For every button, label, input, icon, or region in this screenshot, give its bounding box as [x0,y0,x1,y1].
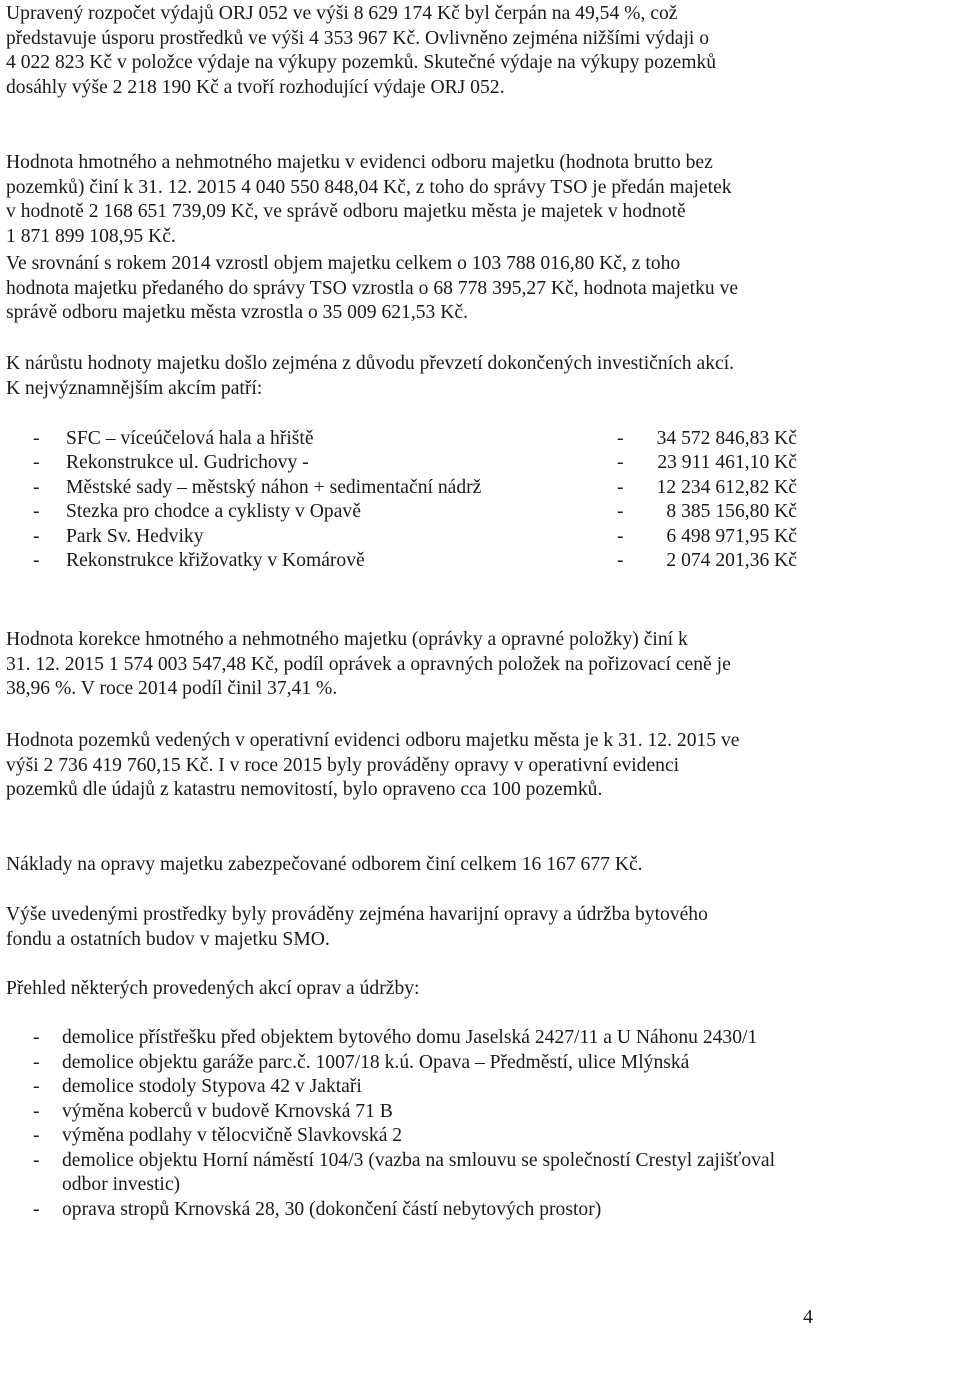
list-dash: - [33,1149,40,1171]
paragraph-repair-costs [6,853,824,878]
investment-amount: 6 498 971,95 Kč [666,525,797,547]
text-line: Hodnota hmotného a nehmotného majetku v evidenci odboru majetku (hodnota brutto bez [6,152,713,173]
paragraph-asset-value [6,151,824,249]
text-line: v hodnotě 2 168 651 739,09 Kč, ve správě odboru majetku města je majetek v hodnotě [6,201,686,222]
list-item [0,427,960,451]
list-dash: - [617,476,624,498]
paragraph-repair-funds [6,903,824,952]
page-number: 4 [803,1306,813,1328]
investment-name: Městské sady – městský náhon + sedimentační nádrž [66,476,482,498]
investment-name: Park Sv. Hedviky [66,525,204,547]
list-dash: - [33,428,40,449]
text-line: 31. 12. 2015 1 574 003 547,48 Kč, podíl oprávek a opravných položek na pořizovací ceně je [6,653,731,675]
paragraph-repairs-overview [6,977,824,1002]
list-dash: - [33,1027,40,1048]
investment-amount: 23 911 461,10 Kč [657,452,797,474]
investment-amount: 2 074 201,36 Kč [666,549,797,571]
list-dash: - [33,1100,40,1122]
text-line: Náklady na opravy majetku zabezpečované odborem činí celkem 16 167 677 Kč. [6,854,643,875]
list-dash: - [33,525,40,547]
list-dash: - [617,501,624,523]
text-line: hodnota majetku předaného do správy TSO vzrostla o 68 778 395,27 Kč, hodnota majetku ve [6,277,739,299]
list-item [0,451,960,475]
text-line: pozemků) činí k 31. 12. 2015 4 040 550 848,04 Kč, z toho do správy TSO je předán majetek [6,176,732,198]
list-dash: - [617,428,624,449]
list-dash: - [33,1198,40,1220]
repair-item: demolice stodoly Stypova 42 v Jaktaři [62,1076,362,1097]
text-line: dosáhly výše 2 218 190 Kč a tvoří rozhodující výdaje ORJ 052. [6,76,505,98]
paragraph-correction [6,628,824,702]
text-line: Přehled některých provedených akcí oprav a údržby: [6,978,420,999]
investment-name: Rekonstrukce křižovatky v Komárově [66,549,365,571]
list-dash: - [33,476,40,498]
repair-item: výměna koberců v budově Krnovská 71 B [62,1100,393,1122]
text-line: správě odboru majetku města vzrostla o 35 009 621,53 Kč. [6,302,468,323]
text-line: výši 2 736 419 760,15 Kč. I v roce 2015 byly prováděny opravy v operativní evidenci [6,754,680,776]
list-item [0,1051,960,1076]
text-line: K nejvýznamnějším akcím patří: [6,377,263,399]
repair-item: demolice objektu garáže parc.č. 1007/18 k.ú. Opava – Předměstí, ulice Mlýnská [62,1051,690,1073]
list-dash: - [33,1076,40,1097]
text-line: fondu a ostatních budov v majetku SMO. [6,928,330,950]
list-dash: - [617,549,624,571]
investment-name: Stezka pro chodce a cyklisty v Opavě [66,501,361,523]
paragraph-year-comparison [6,252,824,326]
list-item [0,1149,960,1198]
paragraph-land-value [6,729,824,803]
list-item [0,500,960,524]
paragraph-growth-reason [6,352,824,401]
list-item [0,549,960,573]
text-line: Upravený rozpočet výdajů ORJ 052 ve výši 8 629 174 Kč byl čerpán na 49,54 %, což [6,3,678,24]
investment-name: Rekonstrukce ul. Gudrichovy - [66,452,309,474]
list-item [0,1075,960,1100]
investment-list [0,427,960,573]
text-line: 1 871 899 108,95 Kč. [6,225,176,247]
repair-item: demolice přístřešku před objektem bytového domu Jaselská 2427/11 a U Náhonu 2430/1 [62,1027,758,1048]
list-item [0,476,960,500]
list-dash: - [33,1125,40,1146]
repair-item: oprava stropů Krnovská 28, 30 (dokončení částí nebytových prostor) [62,1198,602,1220]
list-dash: - [33,1051,40,1073]
investment-amount: 8 385 156,80 Kč [666,501,797,523]
list-dash: - [33,501,40,523]
repairs-list [0,1026,960,1222]
text-line: Hodnota pozemků vedených v operativní evidenci odboru majetku města je k 31. 12. 2015 ve [6,730,740,751]
text-line: 38,96 %. V roce 2014 podíl činil 37,41 %. [6,678,338,699]
paragraph-budget-orj052 [6,2,824,100]
investment-amount: 12 234 612,82 Kč [656,476,797,498]
text-line: Ve srovnání s rokem 2014 vzrostl objem majetku celkem o 103 788 016,80 Kč, z toho [6,253,681,274]
list-dash: - [617,525,624,547]
list-dash: - [617,452,624,474]
investment-amount: 34 572 846,83 Kč [656,428,797,449]
list-item [0,1100,960,1125]
repair-item: demolice objektu Horní náměstí 104/3 (vazba na smlouvu se společností Crestyl zajišťoval odbor investic) [62,1149,776,1195]
investment-name: SFC – víceúčelová hala a hřiště [66,428,314,449]
text-line: pozemků dle údajů z katastru nemovitostí, bylo opraveno cca 100 pozemků. [6,779,603,800]
list-item [0,1198,960,1223]
list-item [0,1124,960,1149]
list-item [0,525,960,549]
list-dash: - [33,549,40,571]
list-item [0,1026,960,1051]
text-line: K nárůstu hodnoty majetku došlo zejména z důvodu převzetí dokončených investičních akcí. [6,353,735,374]
text-line: Výše uvedenými prostředky byly prováděny zejména havarijní opravy a údržba bytového [6,904,708,925]
text-line: představuje úsporu prostředků ve výši 4 353 967 Kč. Ovlivněno zejména nižšími výdaji o [6,27,710,49]
text-line: 4 022 823 Kč v položce výdaje na výkupy pozemků. Skutečné výdaje na výkupy pozemků [6,52,717,73]
text-line: Hodnota korekce hmotného a nehmotného majetku (oprávky a opravné položky) činí k [6,629,688,650]
repair-item: výměna podlahy v tělocvičně Slavkovská 2 [62,1125,403,1146]
list-dash: - [33,452,40,474]
